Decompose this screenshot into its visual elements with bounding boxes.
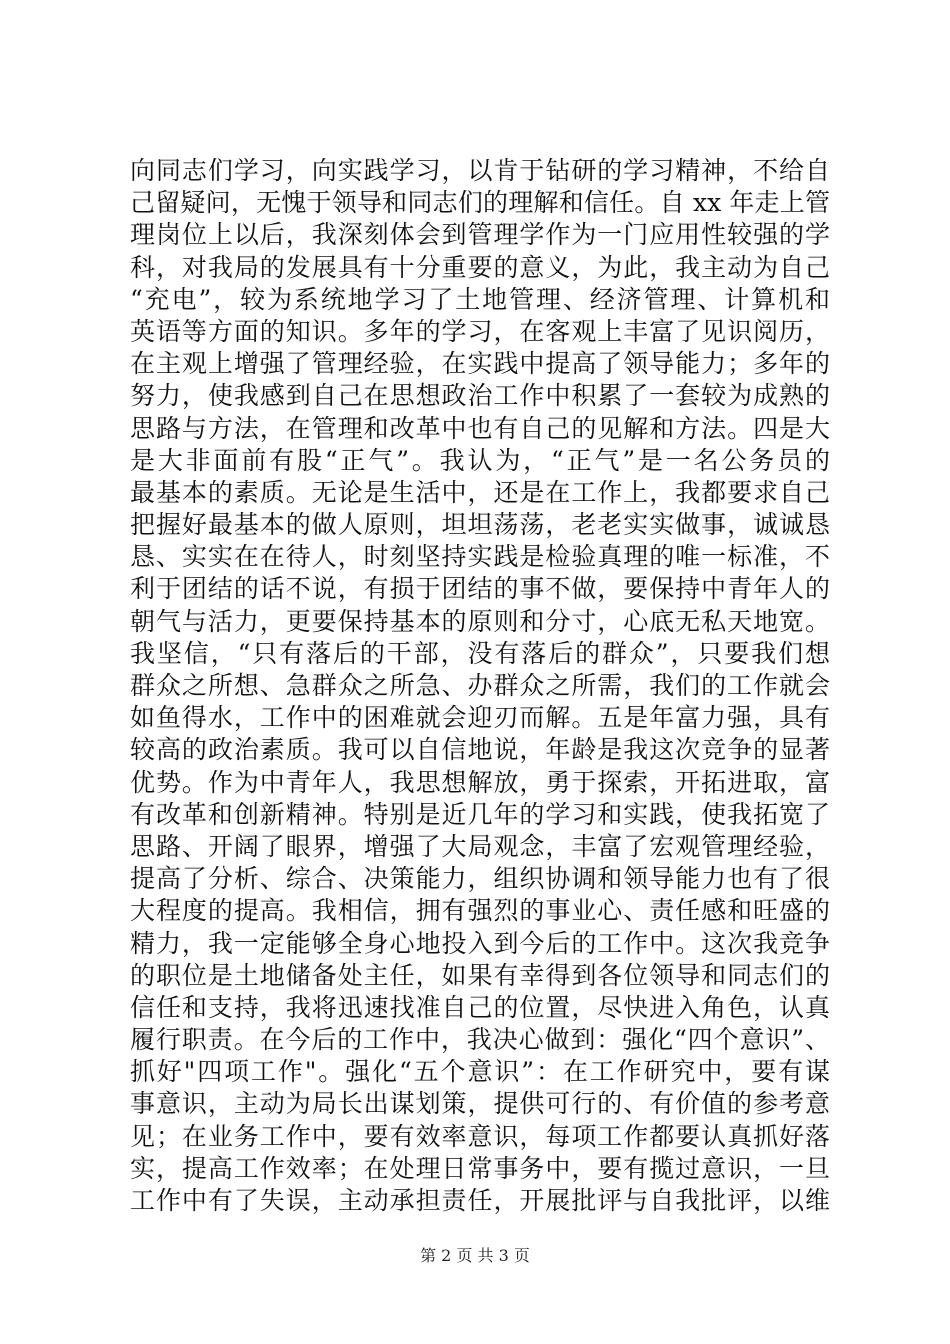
text-line: 努力，使我感到自己在思想政治工作中积累了一套较为成熟的: [130, 381, 830, 411]
text-line: 精力，我一定能够全身心地投入到今后的工作中。这次我竞争: [130, 928, 830, 958]
text-line: 最基本的素质。无论是生活中，还是在工作上，我都要求自己: [130, 477, 830, 507]
text-line: 思路、开阔了眼界，增强了大局观念，丰富了宏观管理经验，: [130, 831, 830, 861]
text-line: 见；在业务工作中，要有效率意识，每项工作都要认真抓好落: [130, 1121, 830, 1151]
text-line: 是大非面前有股“正气”。我认为，“正气”是一名公务员的: [130, 445, 830, 475]
text-line: 我坚信，“只有落后的干部，没有落后的群众”，只要我们想: [130, 638, 830, 668]
text-line: 的职位是土地储备处主任，如果有幸得到各位领导和同志们的: [130, 960, 830, 990]
text-line: 提高了分析、综合、决策能力，组织协调和领导能力也有了很: [130, 864, 830, 894]
text-line: 如鱼得水，工作中的困难就会迎刃而解。五是年富力强，具有: [130, 703, 830, 733]
text-line: 己留疑问，无愧于领导和同志们的理解和信任。自 xx 年走上管: [130, 188, 830, 218]
text-line: 抓好"四项工作"。强化“五个意识”：在工作研究中，要有谋: [130, 1057, 830, 1087]
text-line: 有改革和创新精神。特别是近几年的学习和实践，使我拓宽了: [130, 799, 830, 829]
text-line: 向同志们学习，向实践学习，以肯于钻研的学习精神，不给自: [130, 156, 830, 185]
text-line: 思路与方法，在管理和改革中也有自己的见解和方法。四是大: [130, 413, 830, 443]
text-line: 理岗位上以后，我深刻体会到管理学作为一门应用性较强的学: [130, 220, 830, 250]
text-line: “充电”，较为系统地学习了土地管理、经济管理、计算机和: [130, 284, 830, 314]
text-line: 大程度的提高。我相信，拥有强烈的事业心、责任感和旺盛的: [130, 896, 830, 926]
text-line: 利于团结的话不说，有损于团结的事不做，要保持中青年人的: [130, 574, 830, 604]
text-line: 朝气与活力，更要保持基本的原则和分寸，心底无私天地宽。: [130, 606, 830, 636]
text-line: 信任和支持，我将迅速找准自己的位置，尽快进入角色，认真: [130, 992, 830, 1022]
text-line: 英语等方面的知识。多年的学习，在客观上丰富了见识阅历，: [130, 316, 830, 346]
text-line: 实，提高工作效率；在处理日常事务中，要有揽过意识，一旦: [130, 1153, 830, 1183]
text-line: 事意识，主动为局长出谋划策，提供可行的、有价值的参考意: [130, 1089, 830, 1119]
text-line: 优势。作为中青年人，我思想解放，勇于探索，开拓进取，富: [130, 767, 830, 797]
text-line: 科，对我局的发展具有十分重要的意义，为此，我主动为自己: [130, 252, 830, 282]
text-line: 群众之所想、急群众之所急、办群众之所需，我们的工作就会: [130, 671, 830, 700]
text-line: 恳、实实在在待人，时刻坚持实践是检验真理的唯一标准，不: [130, 542, 830, 572]
body-paragraph: [130, 155, 830, 1217]
text-line: 在主观上增强了管理经验，在实践中提高了领导能力；多年的: [130, 349, 830, 379]
text-line: 把握好最基本的做人原则，坦坦荡荡，老老实实做事，诚诚恳: [130, 510, 830, 540]
text-line: 较高的政治素质。我可以自信地说，年龄是我这次竞争的显著: [130, 735, 830, 765]
text-line: 履行职责。在今后的工作中，我决心做到：强化“四个意识”、: [130, 1025, 830, 1055]
text-line: 工作中有了失误，主动承担责任，开展批评与自我批评，以维: [130, 1186, 830, 1215]
page-footer: 第 2 页 共 3 页: [420, 1246, 530, 1265]
